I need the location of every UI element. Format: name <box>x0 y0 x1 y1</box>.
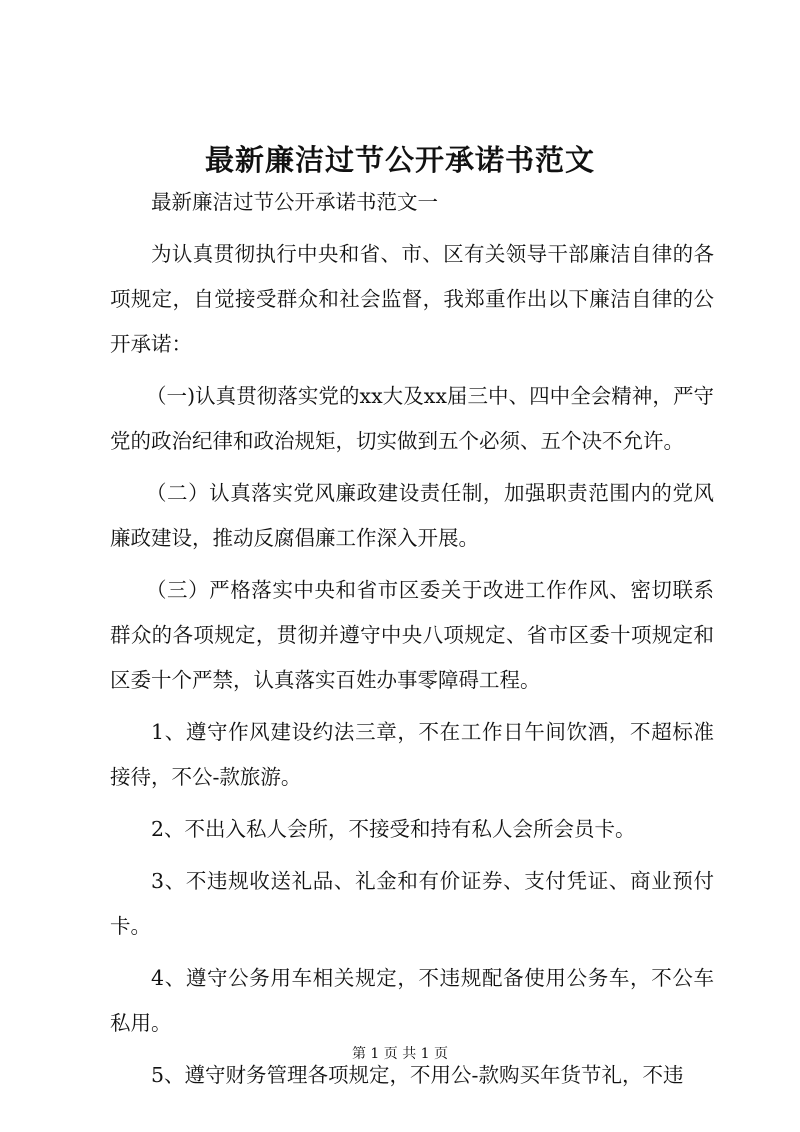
paragraph-item-3: （三）严格落实中央和省市区委关于改进工作作风、密切联系群众的各项规定，贯彻并遵守中央八项规定、省市区委十项规定和区委十个严禁，认真落实百姓办事零障碍工程。 <box>110 578 714 692</box>
paragraph-rule-4: 4、遵守公务用车相关规定，不违规配备使用公务车，不公车私用。 <box>110 966 714 1035</box>
paragraph-rule-1: 1、遵守作风建设约法三章，不在工作日午间饮酒，不超标准接待，不公-款旅游。 <box>110 720 714 789</box>
document-body <box>110 180 714 1105</box>
page-footer: 第 1 页 共 1 页 <box>351 1046 449 1062</box>
paragraph-rule-5: 5、遵守财务管理各项规定，不用公-款购买年货节礼，不违 <box>151 1063 684 1087</box>
document-title: 最新廉洁过节公开承诺书范文 <box>204 143 595 177</box>
paragraph-subtitle: 最新廉洁过节公开承诺书范文一 <box>151 190 438 214</box>
paragraph-item-1: （一)认真贯彻落实党的xx大及xx届三中、四中全会精神，严守党的政治纪律和政治规矩，切实做到五个必须、五个决不允许。 <box>110 384 714 453</box>
paragraph-item-2: （二）认真落实党风廉政建设责任制，加强职责范围内的党风廉政建设，推动反腐倡廉工作深入开展。 <box>110 481 714 550</box>
paragraph-rule-2: 2、不出入私人会所，不接受和持有私人会所会员卡。 <box>151 817 636 841</box>
paragraph-intro: 为认真贯彻执行中央和省、市、区有关领导干部廉洁自律的各项规定，自觉接受群众和社会监督，我郑重作出以下廉洁自律的公开承诺： <box>110 242 714 356</box>
paragraph-rule-3: 3、不违规收送礼品、礼金和有价证券、支付凭证、商业预付卡。 <box>110 869 714 938</box>
